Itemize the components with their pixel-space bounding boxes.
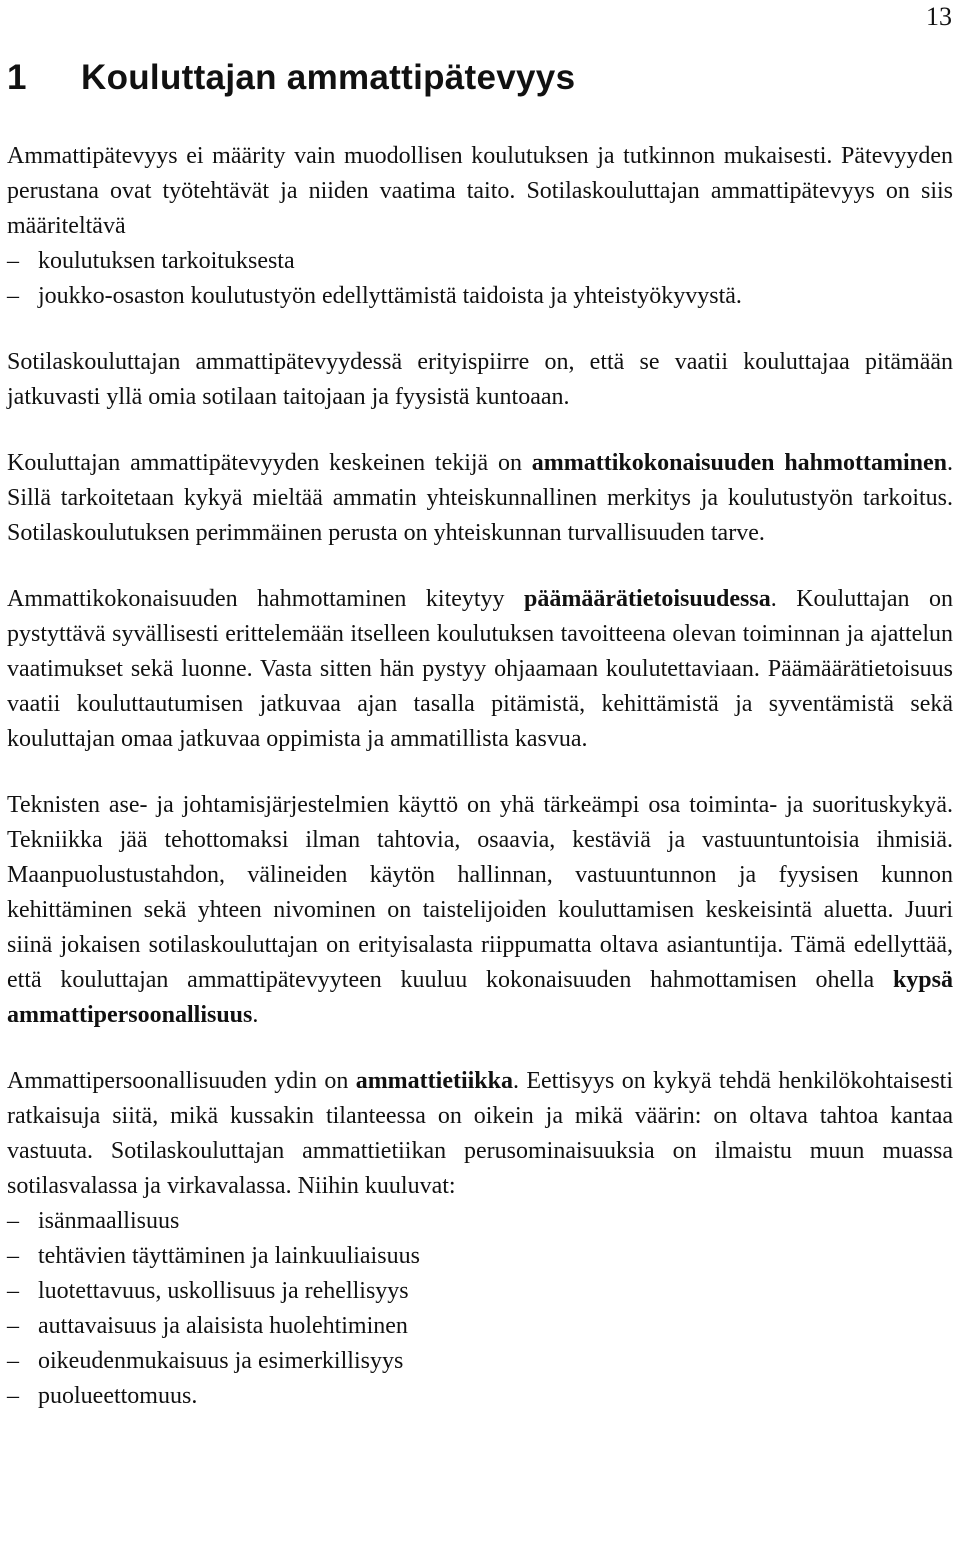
text-run: Ammattipersoonallisuuden ydin on (7, 1068, 356, 1094)
chapter-title: Kouluttajan ammattipätevyys (81, 58, 576, 97)
dash-bullet: – (7, 248, 19, 274)
list-item-text: auttavaisuus ja alaisista huolehtiminen (38, 1313, 408, 1339)
paragraph-technology (7, 788, 953, 1033)
dash-bullet: – (7, 1313, 19, 1339)
dash-bullet: – (7, 1243, 19, 1269)
paragraph-intro: Ammattipätevyys ei määrity vain muodollisen koulutuksen ja tutkinnon mukaisesti. Pätevyyden perustana ovat työtehtävät ja niiden vaatima taito. Sotilaskouluttajan ammattipätevyys on siis määriteltävä (7, 143, 953, 239)
list-item (7, 244, 953, 279)
dash-bullet: – (7, 1383, 19, 1409)
dash-bullet: – (7, 1348, 19, 1374)
dash-bullet: – (7, 1278, 19, 1304)
list-item (7, 1379, 953, 1414)
chapter-heading (7, 58, 575, 98)
text-run: Ammattikokonaisuuden hahmottaminen kiteytyy (7, 586, 525, 612)
list-item-text: oikeudenmukaisuus ja esimerkillisyys (38, 1348, 404, 1374)
list-item (7, 1274, 953, 1309)
text-run: . Sillä tarkoitetaan kykyä mieltää ammatin yhteiskunnallinen merkitys ja koulutustyön tarkoitus. Sotilaskoulutuksen perimmäinen perusta on yhteiskunnan turvallisuuden tarve. (7, 450, 953, 546)
paragraph-goal-awareness (7, 582, 953, 757)
dash-list-values (7, 1204, 953, 1414)
list-item (7, 1204, 953, 1239)
paragraph-special-feature: Sotilaskouluttajan ammattipätevyydessä erityispiirre on, että se vaatii kouluttajaa pitämään jatkuvasti yllä omia sotilaan taitojaan ja fyysistä kuntoaan. (7, 349, 953, 410)
list-item (7, 279, 953, 314)
dash-bullet: – (7, 1208, 19, 1234)
list-item-text: joukko-osaston koulutustyön edellyttämistä taidoista ja yhteistyökyvystä. (38, 283, 742, 309)
bold-term: ammattikokonaisuuden hahmottaminen (531, 450, 947, 476)
chapter-number: 1 (7, 58, 27, 97)
text-run: . Eettisyys on kykyä tehdä henkilökohtaisesti ratkaisuja siitä, mikä kussakin tilanteessa on oikein ja mikä väärin: on oltava tahtoa kantaa vastuuta. Sotilaskouluttajan ammattietiikan perusominaisuuksia on ilmaistu muun muassa sotilasvalassa ja virkavalassa. Niihin kuuluvat: (7, 1068, 954, 1199)
body-text (7, 139, 953, 1414)
text-run: . (252, 1002, 259, 1028)
text-run: . Kouluttajan on pystyttävä syvällisesti erittelemään itselleen koulutuksen tavoitteena olevan toiminnan ja ajattelun vaatimukset sekä luonne. Vasta sitten hän pystyy ohjaamaan koulutettaviaan. Päämäärätietoisuus vaatii kouluttautumisen jatkuvaa ajan tasalla pitämistä, kehittämistä ja syventämistä sekä kouluttajan omaa jatkuvaa oppimista ja ammatillista kasvua. (7, 586, 954, 752)
text-run: Teknisten ase- ja johtamisjärjestelmien käyttö on yhä tärkeämpi osa toiminta- ja suorituskykyä. Tekniikka jää tehottomaksi ilman tahtovia, osaavia, kestäviä ja vastuuntuntoisia ihmisiä. Maanpuolustustahdon, välineiden käytön hallinnan, vastuuntunnon ja fyysisen kunnon kehittäminen sekä yhteen nivominen on taistelijoiden kouluttamisen keskeisintä aluetta. Juuri siinä jokaisen sotilaskouluttajan on erityisalasta riippumatta oltava asiantuntija. Tämä edellyttää, että kouluttajan ammattipätevyyteen kuuluu kokonaisuuden hahmottamisen ohella (7, 792, 953, 993)
text-run: Kouluttajan ammattipätevyyden keskeinen tekijä on (7, 450, 532, 476)
list-item (7, 1344, 953, 1379)
dash-list-definition (7, 244, 953, 314)
list-item-text: puolueettomuus. (38, 1383, 198, 1409)
list-item-text: isänmaallisuus (38, 1208, 180, 1234)
paragraph-ethics (7, 1064, 953, 1204)
page-number: 13 (926, 2, 952, 31)
bold-term: ammattietiikka (355, 1068, 513, 1094)
list-item (7, 1309, 953, 1344)
list-item-text: luotettavuus, uskollisuus ja rehellisyys (38, 1278, 409, 1304)
list-item-text: tehtävien täyttäminen ja lainkuuliaisuus (38, 1243, 420, 1269)
dash-bullet: – (7, 283, 19, 309)
list-item (7, 1239, 953, 1274)
bold-term: kypsä ammattipersoonallisuus (7, 967, 953, 1028)
bold-term: päämäärätietoisuudessa (524, 586, 771, 612)
paragraph-key-factor (7, 446, 953, 551)
list-item-text: koulutuksen tarkoituksesta (38, 248, 295, 274)
